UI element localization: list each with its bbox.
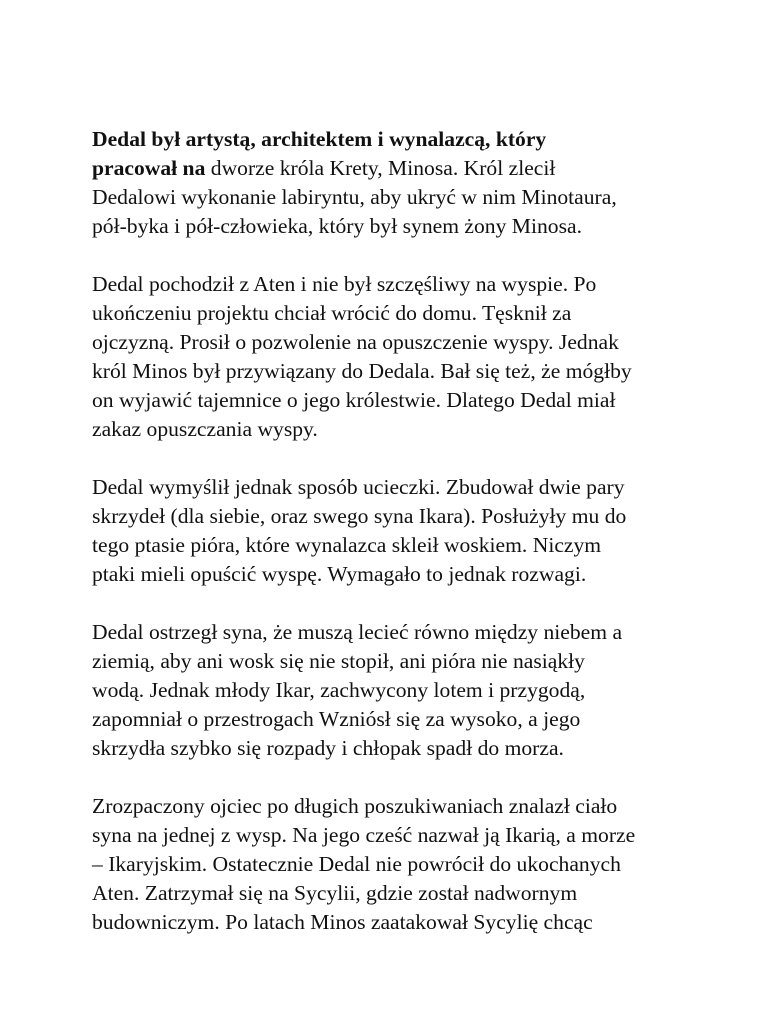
text-line [92, 125, 712, 154]
bold-text: Dedal był artystą, architektem i wynalazcą, który [92, 127, 547, 151]
text-line: ptaki mieli opuścić wyspę. Wymagało to jednak rozwagi. [92, 562, 587, 586]
text-line: tego ptasie pióra, które wynalazca skleił woskiem. Niczym [92, 533, 602, 557]
text-line: pół-byka i pół-człowieka, który był synem żony Minosa. [92, 214, 582, 238]
text-line: syna na jednej z wysp. Na jego cześć nazwał ją Ikarią, a morze [92, 823, 636, 847]
text-line: – Ikaryjskim. Ostatecznie Dedal nie powrócił do ukochanych [92, 852, 621, 876]
text-line: budowniczym. Po latach Minos zaatakował Sycylię chcąc [92, 910, 593, 934]
paragraph [92, 125, 712, 241]
text-line [92, 154, 712, 183]
body-text: dworze króla Krety, Minosa. Król zlecił [205, 156, 556, 180]
paragraph [92, 270, 712, 444]
text-line: Zrozpaczony ojciec po długich poszukiwaniach znalazł ciało [92, 794, 618, 818]
paragraph [92, 792, 712, 937]
bold-text: pracował na [92, 156, 206, 180]
paragraph [92, 618, 712, 763]
text-line: ukończeniu projektu chciał wrócić do domu. Tęsknił za [92, 301, 572, 325]
text-line: on wyjawić tajemnice o jego królestwie. Dlatego Dedal miał [92, 388, 616, 412]
text-line: Dedal wymyślił jednak sposób ucieczki. Zbudował dwie pary [92, 475, 625, 499]
text-line: wodą. Jednak młody Ikar, zachwycony lotem i przygodą, [92, 678, 586, 702]
paragraph [92, 473, 712, 589]
text-line: skrzydeł (dla siebie, oraz swego syna Ikara). Posłużyły mu do [92, 504, 627, 528]
text-line: król Minos był przywiązany do Dedala. Bał się też, że mógłby [92, 359, 632, 383]
document-page [92, 125, 712, 966]
text-line: skrzydła szybko się rozpady i chłopak spadł do morza. [92, 736, 564, 760]
text-line: Aten. Zatrzymał się na Sycylii, gdzie został nadwornym [92, 881, 578, 905]
text-line: ojczyzną. Prosił o pozwolenie na opuszczenie wyspy. Jednak [92, 330, 619, 354]
text-line: Dedal ostrzegł syna, że muszą lecieć równo między niebem a [92, 620, 623, 644]
text-line: Dedal pochodził z Aten i nie był szczęśliwy na wyspie. Po [92, 272, 597, 296]
text-line: Dedalowi wykonanie labiryntu, aby ukryć w nim Minotaura, [92, 185, 617, 209]
text-line: ziemią, aby ani wosk się nie stopił, ani pióra nie nasiąkły [92, 649, 585, 673]
text-line: zapomniał o przestrogach Wzniósł się za wysoko, a jego [92, 707, 581, 731]
text-line: zakaz opuszczania wyspy. [92, 417, 318, 441]
